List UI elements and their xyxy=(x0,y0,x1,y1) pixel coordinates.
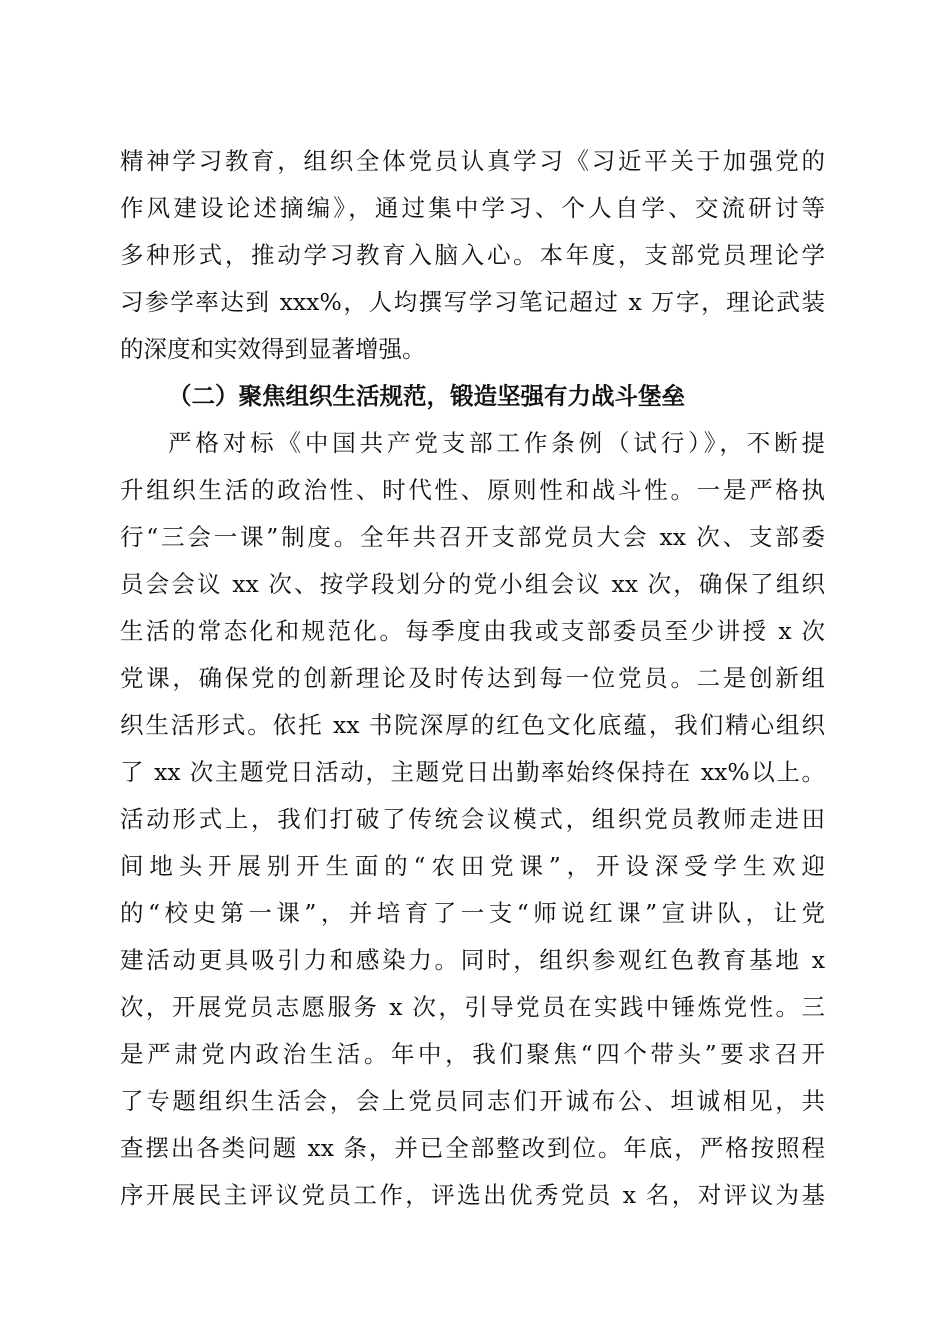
paragraph1-line-3: 多种形式，推动学习教育入脑入心。本年度，支部党员理论学 xyxy=(120,241,825,269)
paragraph2-line-11: 的“校史第一课”，并培育了一支“师说红课”宣讲队，让党 xyxy=(120,899,825,927)
paragraph1-line-1: 精神学习教育，组织全体党员认真学习《习近平关于加强党的 xyxy=(120,147,825,175)
paragraph2-line-6: 党课，确保党的创新理论及时传达到每一位党员。二是创新组 xyxy=(120,664,825,692)
paragraph2-line-16: 查摆出各类问题 xx 条，并已全部整改到位。年底，严格按照程 xyxy=(120,1134,825,1162)
section-heading: （二）聚焦组织生活规范，锻造坚强有力战斗堡垒 xyxy=(168,382,685,410)
paragraph2-line-8: 了 xx 次主题党日活动，主题党日出勤率始终保持在 xx%以上。 xyxy=(120,758,825,786)
paragraph2-line-2: 升组织生活的政治性、时代性、原则性和战斗性。一是严格执 xyxy=(120,476,825,504)
paragraph1-line-4: 习参学率达到 xxx%，人均撰写学习笔记超过 x 万字，理论武装 xyxy=(120,288,825,316)
paragraph2-line-12: 建活动更具吸引力和感染力。同时，组织参观红色教育基地 x xyxy=(120,946,825,974)
paragraph2-line-13: 次，开展党员志愿服务 x 次，引导党员在实践中锤炼党性。三 xyxy=(120,993,825,1021)
paragraph2-line-1: 严格对标《中国共产党支部工作条例（试行）》，不断提 xyxy=(168,429,825,457)
paragraph2-line-5: 生活的常态化和规范化。每季度由我或支部委员至少讲授 x 次 xyxy=(120,617,825,645)
paragraph1-line-5: 的深度和实效得到显著增强。 xyxy=(120,335,426,363)
paragraph2-line-4: 员会会议 xx 次、按学段划分的党小组会议 xx 次，确保了组织 xyxy=(120,570,825,598)
paragraph2-line-7: 织生活形式。依托 xx 书院深厚的红色文化底蕴，我们精心组织 xyxy=(120,711,825,739)
paragraph2-line-14: 是严肃党内政治生活。年中，我们聚焦“四个带头”要求召开 xyxy=(120,1040,825,1068)
paragraph2-line-10: 间地头开展别开生面的“农田党课”，开设深受学生欢迎 xyxy=(120,852,825,880)
paragraph1-line-2: 作风建设论述摘编》，通过集中学习、个人自学、交流研讨等 xyxy=(120,194,825,222)
paragraph2-line-3: 行“三会一课”制度。全年共召开支部党员大会 xx 次、支部委 xyxy=(120,523,825,551)
paragraph2-line-17: 序开展民主评议党员工作，评选出优秀党员 x 名，对评议为基 xyxy=(120,1181,825,1209)
paragraph2-line-9: 活动形式上，我们打破了传统会议模式，组织党员教师走进田 xyxy=(120,805,825,833)
paragraph2-line-15: 了专题组织生活会，会上党员同志们开诚布公、坦诚相见，共 xyxy=(120,1087,825,1115)
